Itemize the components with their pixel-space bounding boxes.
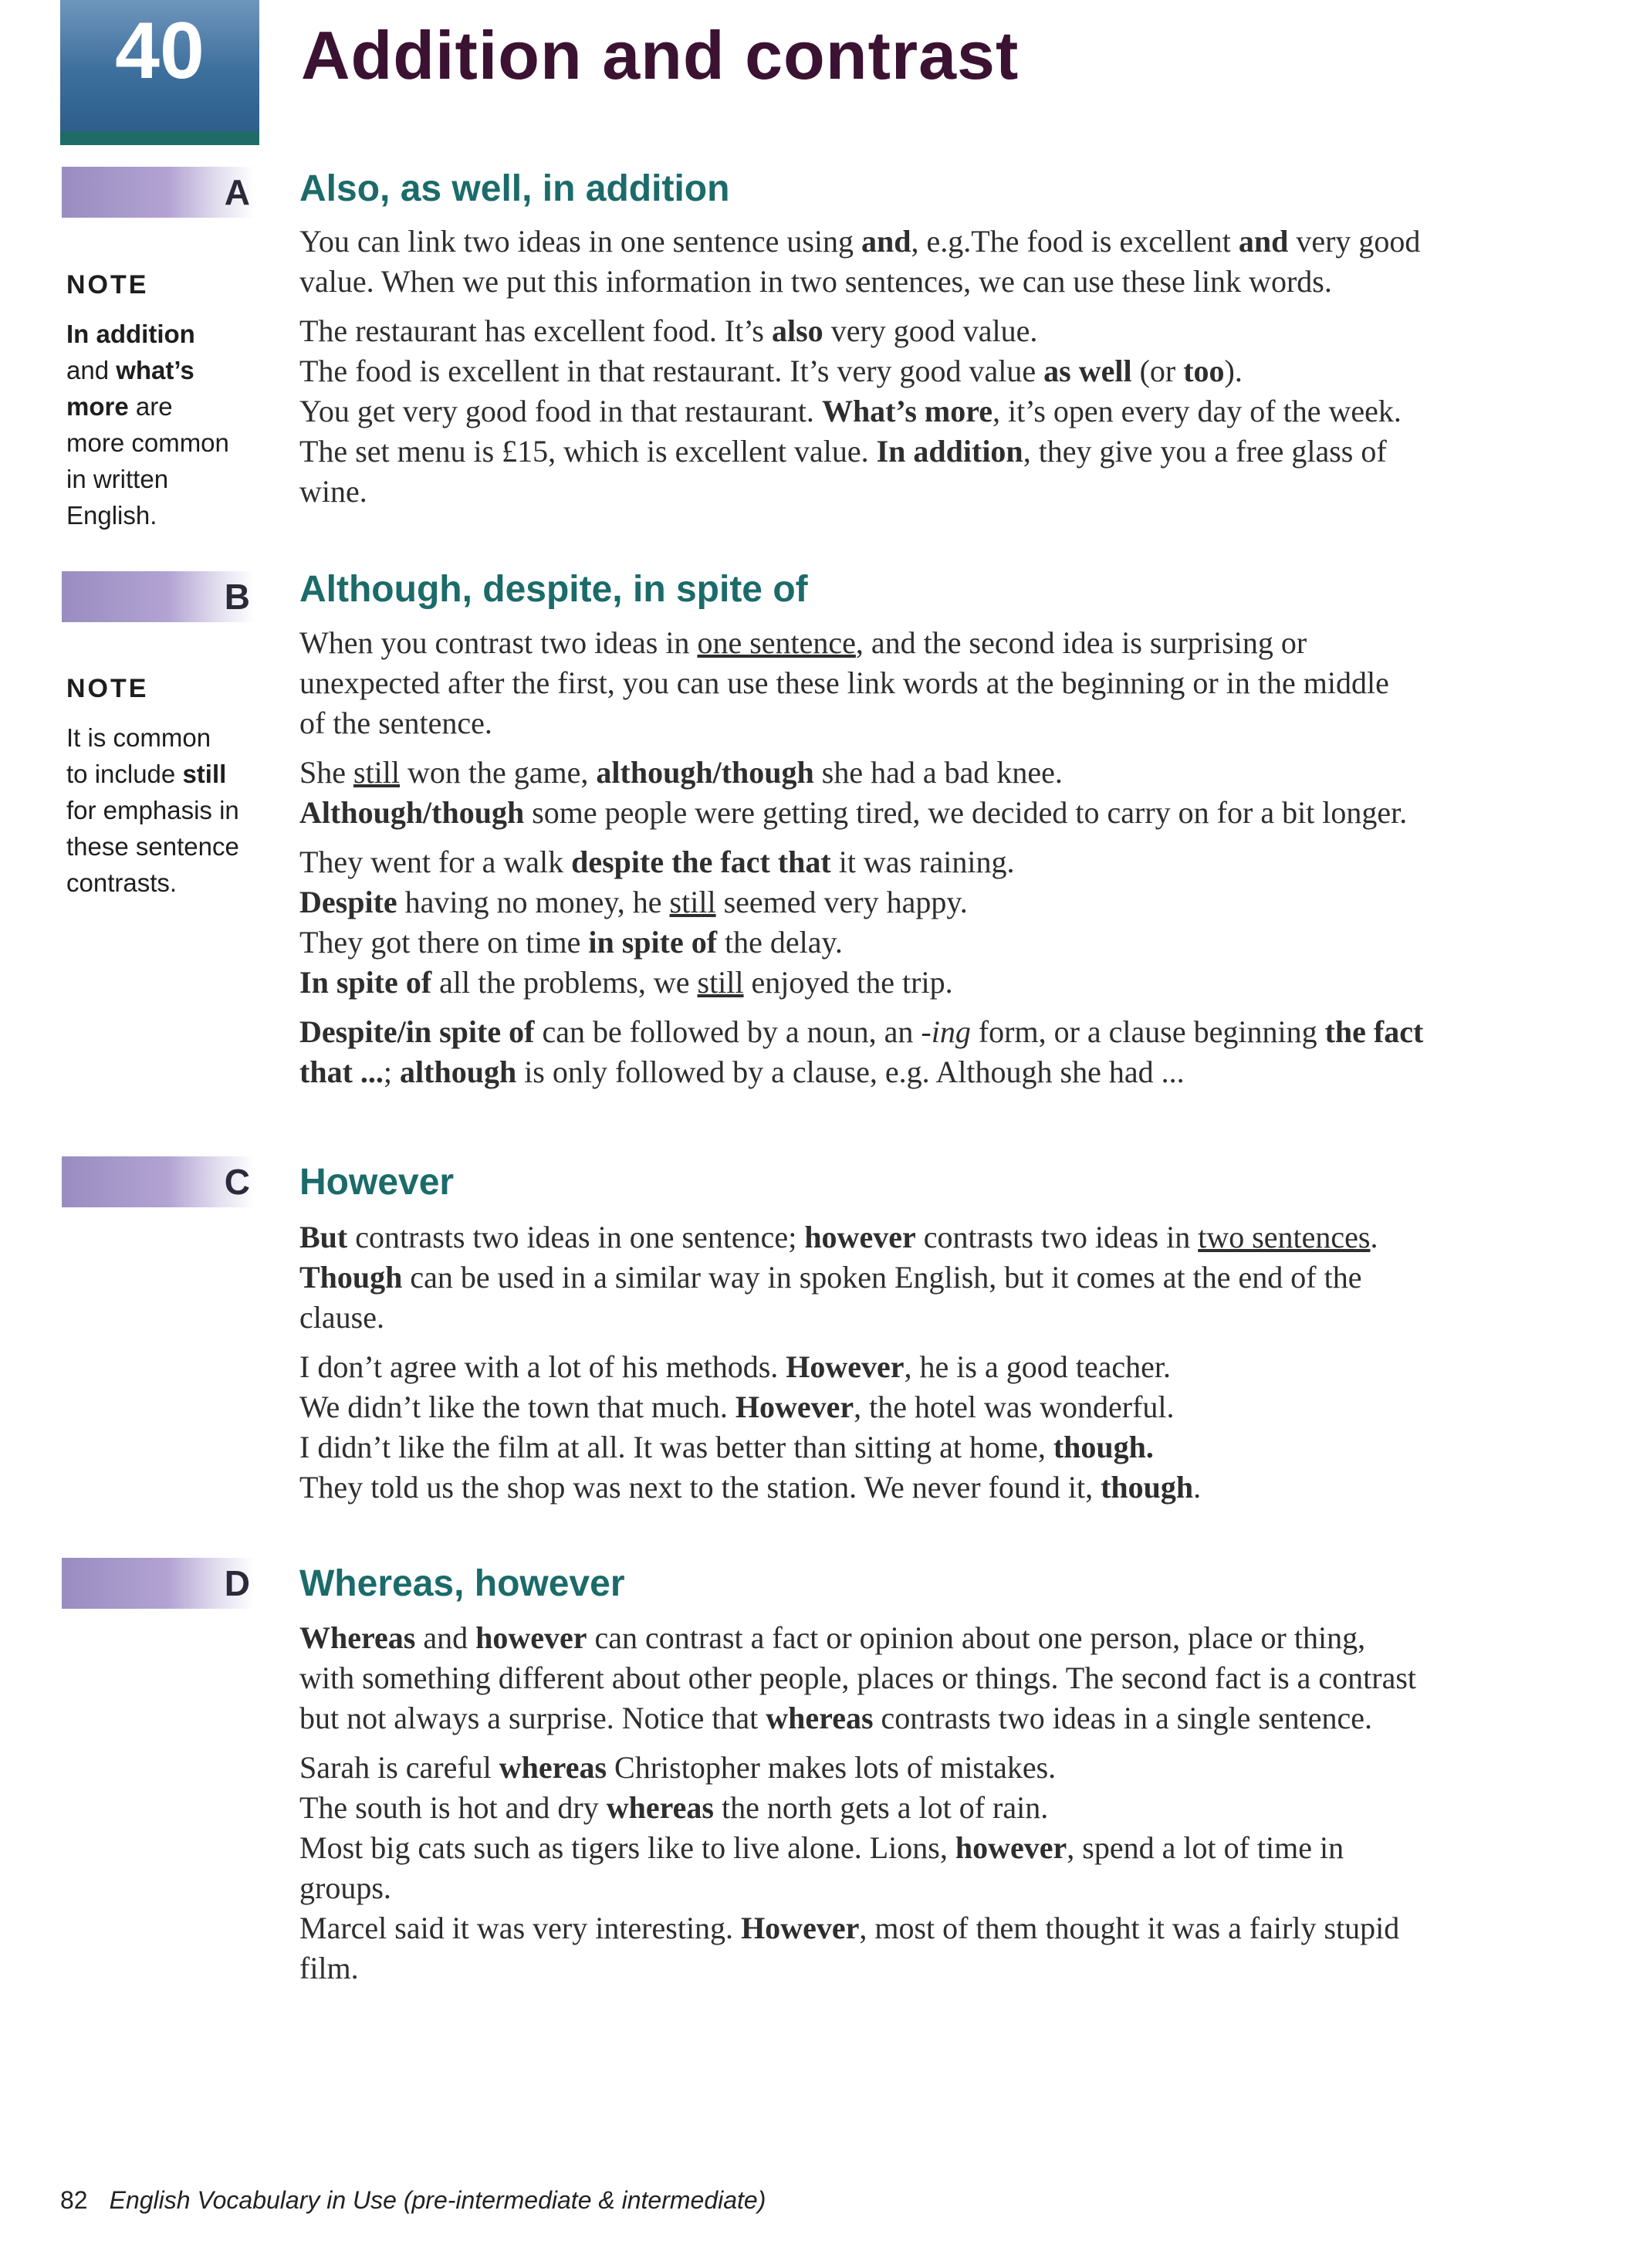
text-line — [299, 963, 1611, 1003]
key-phrase: Although/though — [299, 795, 525, 830]
text-line — [299, 753, 1611, 793]
note-b — [66, 674, 259, 901]
key-phrase: Despite/in spite of — [299, 1014, 535, 1049]
text-run: of the sentence. — [299, 706, 492, 740]
paragraph — [299, 1618, 1611, 1738]
text-run: can be followed by a noun, an — [534, 1014, 921, 1049]
section-letter: D — [224, 1563, 250, 1603]
key-phrase: though — [1101, 1470, 1194, 1505]
text-line — [299, 1298, 1611, 1338]
text-line — [299, 1828, 1611, 1868]
section-b-marker — [62, 571, 255, 622]
text-run: to include — [66, 760, 183, 788]
text-run: They got there on time — [299, 925, 589, 960]
section-letter: B — [224, 577, 250, 617]
paragraph — [299, 753, 1611, 833]
text-line — [299, 1788, 1611, 1828]
key-phrase: more — [66, 392, 129, 421]
text-run: form, or a clause beginning — [970, 1014, 1325, 1049]
text-line — [299, 1347, 1611, 1387]
text-line — [299, 262, 1611, 302]
text-run: , they give you a free glass of — [1023, 434, 1387, 469]
text-run: can contrast a fact or opinion about one person, place or thing, — [587, 1620, 1366, 1655]
text-line — [299, 922, 1611, 963]
text-run: some people were getting tired, we decided to carry on for a bit longer. — [524, 795, 1408, 830]
key-phrase: what’s — [116, 356, 194, 384]
text-run: It is common — [66, 723, 211, 752]
text-run: (or — [1131, 354, 1184, 388]
text-run: and — [66, 356, 117, 384]
text-line — [299, 623, 1611, 663]
text-run: The restaurant has excellent food. It’s — [299, 313, 772, 348]
key-phrase: whereas — [499, 1750, 607, 1785]
page-footer — [60, 2186, 766, 2215]
text-run: very good — [1288, 224, 1421, 259]
key-phrase: However — [735, 1390, 854, 1424]
text-line — [299, 311, 1611, 351]
text-run: They went for a walk — [299, 845, 572, 879]
key-phrase: as well — [1043, 354, 1132, 388]
text-run: The south is hot and dry — [299, 1790, 607, 1825]
text-run: You get very good food in that restaurant. — [299, 394, 822, 428]
text-line — [299, 1427, 1611, 1467]
text-run: When you contrast two ideas in — [299, 625, 698, 660]
text-line — [299, 703, 1611, 743]
text-run: wine. — [299, 474, 367, 509]
text-run: . — [1193, 1470, 1202, 1505]
key-phrase: and — [1238, 224, 1289, 259]
text-run: contrasts. — [66, 868, 178, 897]
key-phrase: In addition — [66, 320, 195, 348]
text-run: . — [1370, 1220, 1378, 1254]
note-label: NOTE — [66, 270, 149, 300]
text-line — [299, 222, 1611, 262]
key-phrase: too — [1183, 354, 1225, 388]
key-phrase: whereas — [606, 1790, 714, 1825]
paragraph — [299, 623, 1611, 743]
underlined-text: still — [697, 965, 744, 1000]
key-phrase: that ... — [299, 1054, 384, 1089]
text-line — [299, 1258, 1611, 1298]
text-run: , spend a lot of time in — [1067, 1830, 1344, 1865]
text-line — [299, 351, 1611, 391]
text-run: won the game, — [400, 755, 597, 790]
note-line — [66, 756, 259, 792]
text-run: having no money, he — [397, 885, 670, 919]
text-run: We didn’t like the town that much. — [299, 1390, 735, 1424]
text-run: , he is a good teacher. — [904, 1349, 1171, 1384]
underlined-text: still — [669, 885, 716, 919]
text-run: , and the second idea is surprising or — [855, 625, 1307, 660]
key-phrase: and — [861, 224, 911, 259]
section-b-body — [299, 623, 1611, 1102]
text-line — [299, 391, 1611, 432]
text-run: are — [128, 392, 173, 421]
section-a-marker — [62, 167, 255, 218]
text-run: for emphasis in — [66, 796, 239, 824]
text-run: the north gets a lot of rain. — [713, 1790, 1049, 1825]
text-run: but not always a surprise. Notice that — [299, 1701, 766, 1735]
note-text — [66, 316, 259, 533]
paragraph — [299, 311, 1611, 512]
key-phrase: Whereas — [299, 1620, 416, 1655]
text-run: very good value. — [823, 313, 1038, 348]
text-run: contrasts two ideas in — [915, 1220, 1199, 1254]
section-a-body — [299, 222, 1611, 521]
key-phrase: in spite of — [588, 925, 718, 960]
text-run: , it’s open every day of the week. — [992, 394, 1402, 428]
section-b-heading: Although, despite, in spite of — [299, 569, 808, 610]
section-d-heading: Whereas, however — [299, 1563, 625, 1604]
text-run: groups. — [299, 1870, 391, 1905]
text-line — [299, 1618, 1611, 1658]
key-phrase: although/though — [596, 755, 814, 790]
section-c-marker — [62, 1156, 255, 1207]
text-line — [299, 1658, 1611, 1698]
section-letter: A — [224, 172, 250, 212]
text-run: , most of them thought it was a fairly stupid — [859, 1911, 1400, 1945]
text-run: Sarah is careful — [299, 1750, 499, 1785]
note-line — [66, 828, 259, 865]
text-run: Marcel said it was very interesting. — [299, 1911, 742, 1945]
text-run: -ing — [921, 1014, 971, 1049]
paragraph — [299, 1217, 1611, 1338]
text-run: The food is excellent in that restaurant. It’s very good value — [299, 354, 1044, 388]
text-line — [299, 663, 1611, 703]
note-line — [66, 865, 259, 901]
text-run: contrasts two ideas in a single sentence. — [873, 1701, 1373, 1735]
text-line — [299, 842, 1611, 882]
note-label: NOTE — [66, 674, 149, 703]
text-run: and — [415, 1620, 476, 1655]
text-run: is only followed by a clause, e.g. Although she had ... — [516, 1054, 1185, 1089]
text-run: They told us the shop was next to the station. We never found it, — [299, 1470, 1101, 1505]
text-line — [299, 1698, 1611, 1738]
text-line — [299, 1052, 1611, 1092]
text-line — [299, 432, 1611, 472]
paragraph — [299, 842, 1611, 1003]
key-phrase: the fact — [1324, 1014, 1424, 1049]
key-phrase: But — [299, 1220, 348, 1254]
text-run: I didn’t like the film at all. It was better than sitting at home, — [299, 1430, 1053, 1464]
key-phrase: However — [786, 1349, 905, 1384]
key-phrase: Despite — [299, 885, 397, 919]
text-run: enjoyed the trip. — [743, 965, 953, 1000]
paragraph — [299, 1748, 1611, 1989]
text-run: value. When we put this information in two sentences, we can use these link words. — [299, 264, 1332, 299]
text-run: the delay. — [717, 925, 843, 960]
note-line — [66, 792, 259, 828]
section-a-heading: Also, as well, in addition — [299, 168, 730, 209]
key-phrase: In spite of — [299, 965, 432, 1000]
key-phrase: however — [804, 1220, 916, 1254]
section-letter: C — [224, 1162, 250, 1202]
text-line — [299, 1748, 1611, 1788]
text-run: seemed very happy. — [715, 885, 968, 919]
underlined-text: one sentence — [697, 625, 856, 660]
text-run: more common — [66, 428, 229, 457]
section-d-marker — [62, 1558, 255, 1609]
paragraph — [299, 222, 1611, 302]
text-run: Christopher makes lots of mistakes. — [607, 1750, 1057, 1785]
key-phrase: though. — [1053, 1430, 1154, 1464]
text-line — [299, 882, 1611, 922]
text-run: it was raining. — [830, 845, 1015, 879]
note-line — [66, 719, 259, 756]
text-run: clause. — [299, 1300, 384, 1335]
text-run: You can link two ideas in one sentence using — [299, 224, 862, 259]
text-run: she had a bad knee. — [813, 755, 1063, 790]
key-phrase: Though — [299, 1260, 403, 1295]
key-phrase: still — [182, 760, 227, 788]
underlined-text: still — [353, 755, 401, 790]
text-run: The set menu is £15, which is excellent value. — [299, 434, 877, 469]
key-phrase: however — [955, 1830, 1067, 1865]
text-line — [299, 1467, 1611, 1508]
note-line — [66, 352, 259, 388]
unit-underline-bar — [60, 131, 259, 145]
key-phrase: despite the fact that — [571, 845, 831, 879]
text-run: contrasts two ideas in one sentence; — [347, 1220, 805, 1254]
unit-number-box — [60, 0, 259, 131]
text-run: film. — [299, 1951, 359, 1985]
note-line — [66, 316, 259, 352]
text-run: She — [299, 755, 353, 790]
underlined-text: two sentences — [1198, 1220, 1371, 1254]
section-d-body — [299, 1618, 1611, 1998]
text-run: Most big cats such as tigers like to live alone. Lions, — [299, 1830, 955, 1865]
text-line — [299, 472, 1611, 512]
text-run: can be used in a similar way in spoken English, but it comes at the end of the — [402, 1260, 1362, 1295]
text-run: these sentence — [66, 832, 239, 861]
text-run: , the hotel was wonderful. — [854, 1390, 1175, 1424]
text-run: English. — [66, 501, 157, 530]
text-run: all the problems, we — [431, 965, 698, 1000]
text-run: with something different about other people, places or things. The second fact is a contrast — [299, 1660, 1417, 1695]
text-run: , e.g.The food is excellent — [911, 224, 1239, 259]
note-a — [66, 270, 259, 533]
paragraph — [299, 1347, 1611, 1508]
note-line — [66, 425, 259, 461]
note-line — [66, 461, 259, 497]
text-run: ). — [1224, 354, 1243, 388]
note-line — [66, 388, 259, 425]
text-run: in written — [66, 465, 169, 493]
key-phrase: What’s more — [821, 394, 993, 428]
note-line — [66, 497, 259, 533]
key-phrase: however — [475, 1620, 587, 1655]
page-title: Addition and contrast — [301, 17, 1020, 93]
section-c-heading: However — [299, 1162, 455, 1203]
note-text — [66, 719, 259, 901]
key-phrase: In addition — [876, 434, 1023, 469]
text-line — [299, 793, 1611, 833]
key-phrase: However — [741, 1911, 860, 1945]
key-phrase: although — [400, 1054, 517, 1089]
text-run: unexpected after the first, you can use these link words at the beginning or in the middle — [299, 665, 1389, 700]
text-line — [299, 1868, 1611, 1908]
page-number: 82 — [60, 2186, 88, 2214]
text-run: I don’t agree with a lot of his methods. — [299, 1349, 786, 1384]
section-c-body — [299, 1217, 1611, 1517]
text-line — [299, 1948, 1611, 1989]
unit-number: 40 — [115, 6, 205, 96]
text-run: ; — [383, 1054, 401, 1089]
text-line — [299, 1217, 1611, 1258]
text-line — [299, 1387, 1611, 1427]
paragraph — [299, 1012, 1611, 1092]
text-line — [299, 1908, 1611, 1948]
text-line — [299, 1012, 1611, 1052]
book-title: English Vocabulary in Use (pre-intermediate & intermediate) — [109, 2186, 766, 2214]
key-phrase: also — [772, 313, 823, 348]
key-phrase: whereas — [766, 1701, 874, 1735]
